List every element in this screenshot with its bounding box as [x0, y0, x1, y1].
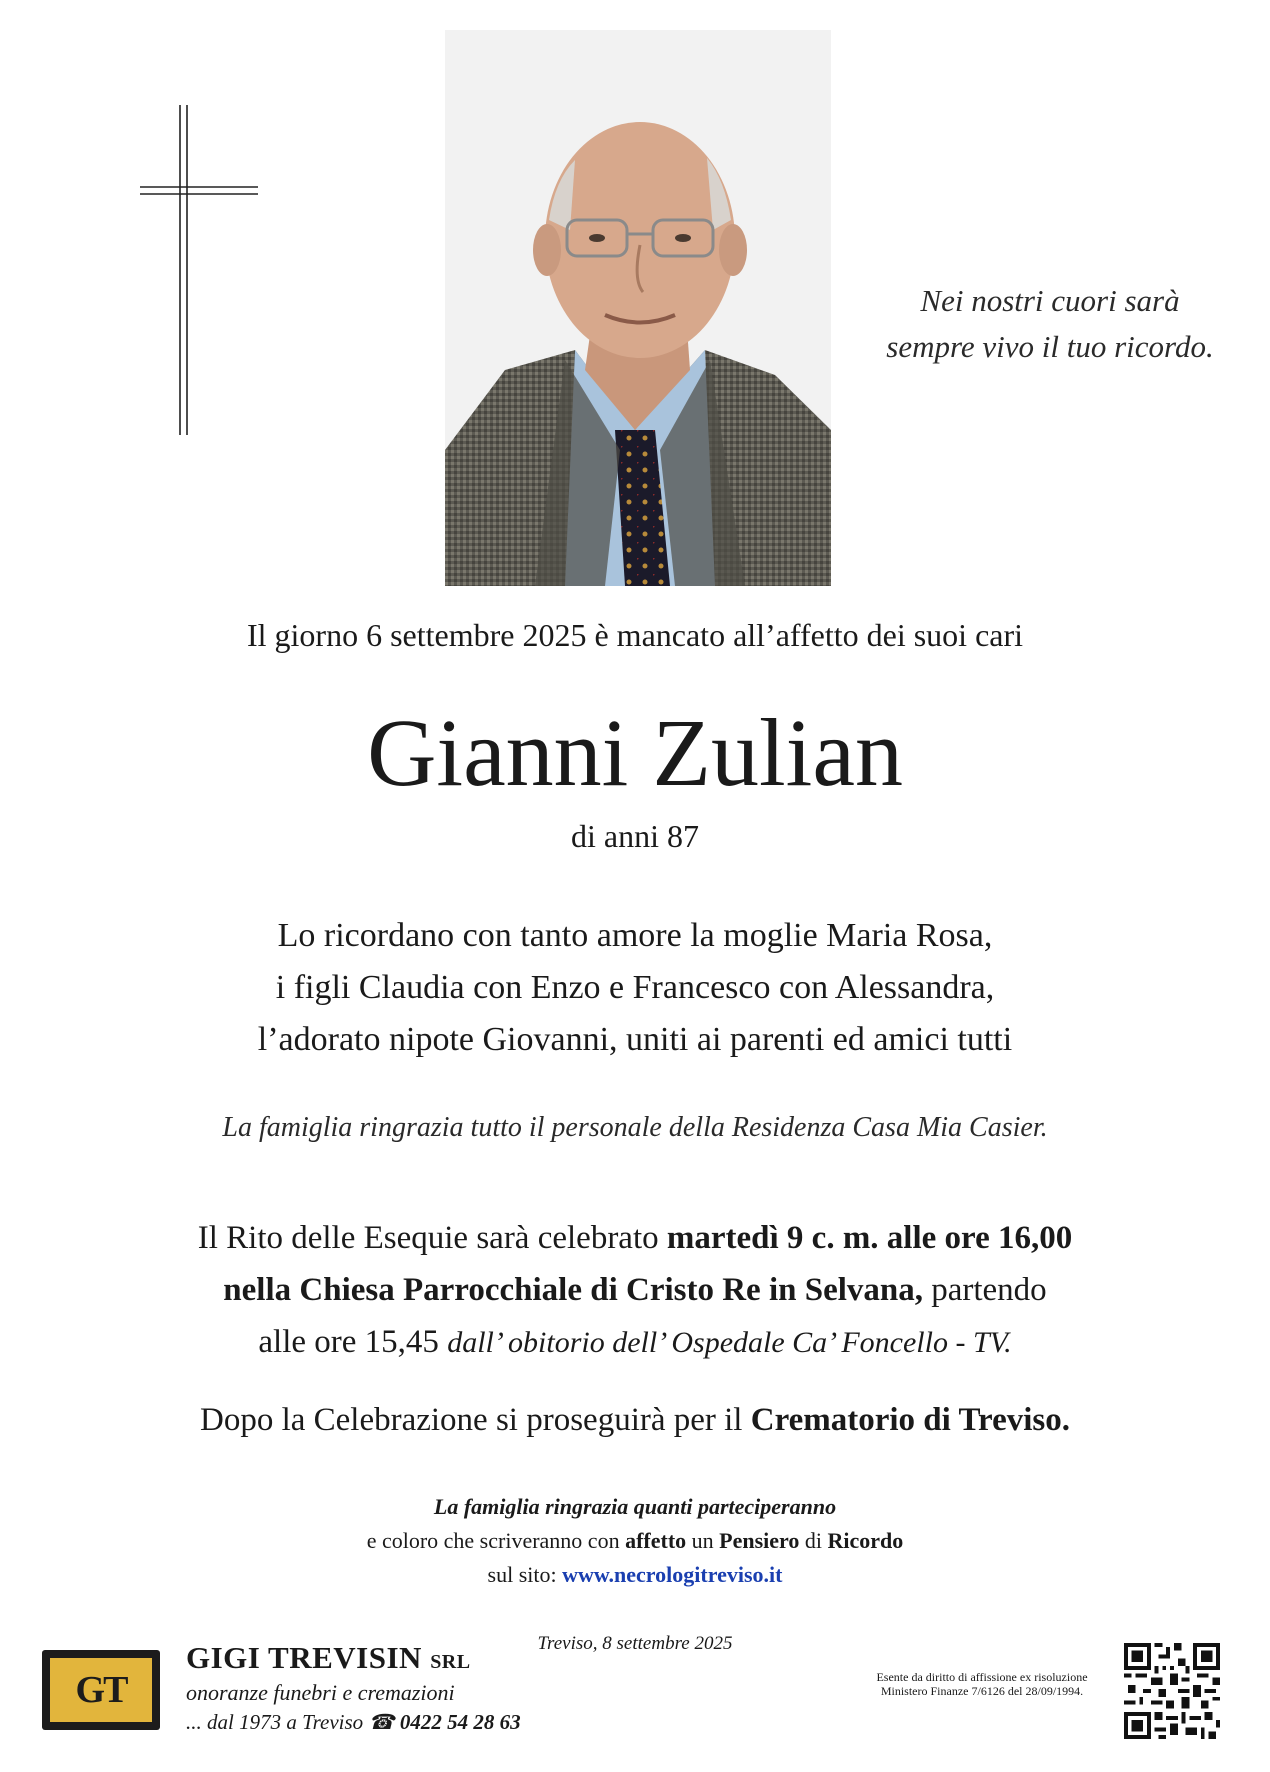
memorial-quote	[870, 278, 1230, 370]
family-line-3: l’adorato nipote Giovanni, uniti ai parenti ed amici tutti	[257, 1021, 1013, 1058]
portrait-photo	[445, 30, 831, 586]
site-link[interactable]: www.necrologitreviso.it	[562, 1562, 783, 1587]
logo-text: GT	[75, 1669, 127, 1711]
quote-line-2: sempre vivo il tuo ricordo.	[886, 329, 1214, 364]
family-mourners	[0, 910, 1270, 1066]
thanks-block	[0, 1490, 1270, 1592]
company-subtitle: onoranze funebri e cremazioni	[186, 1680, 455, 1705]
company-since	[186, 1710, 546, 1735]
rito-text-1: Il Rito delle Esequie sarà celebrato	[197, 1220, 667, 1256]
intro-text: Il giorno 6 settembre 2025 è mancato all’affetto dei suoi cari	[246, 617, 1024, 653]
cross-icon	[140, 105, 270, 435]
company-since-text: ... dal 1973 a Treviso	[186, 1710, 364, 1734]
logo-plate	[50, 1658, 152, 1722]
dopo-text: Dopo la Celebrazione si proseguirà per il	[199, 1402, 751, 1438]
rito-departure: dall’ obitorio dell’ Ospedale Ca’ Foncello - TV.	[447, 1326, 1012, 1359]
esente-line-2: Ministero Finanze 7/6126 del 28/09/1994.	[880, 1684, 1084, 1698]
thanks-text-d: Pensiero	[719, 1528, 800, 1553]
rito-line-2	[0, 1264, 1270, 1316]
dopo-crematorio: Crematorio di Treviso.	[750, 1402, 1071, 1438]
family-line-1: Lo ricordano con tanto amore la moglie Maria Rosa,	[277, 917, 993, 954]
funeral-details	[0, 1212, 1270, 1369]
family-line-2: i figli Claudia con Enzo e Francesco con Alessandra,	[275, 969, 995, 1006]
after-ceremony	[0, 1402, 1270, 1439]
company-phone: 0422 54 28 63	[399, 1710, 521, 1734]
phone-icon: ☎	[368, 1710, 395, 1734]
notice-date: Treviso, 8 settembre 2025	[537, 1633, 733, 1654]
thanks-residenza: La famiglia ringrazia tutto il personale della Residenza Casa Mia Casier.	[222, 1112, 1048, 1143]
thanks-line-2	[0, 1524, 1270, 1558]
rito-text-3: alle ore 15,45	[258, 1324, 448, 1360]
thanks-line-1: La famiglia ringrazia quanti parteciperanno	[433, 1494, 837, 1519]
thanks-text-f: Ricordo	[827, 1528, 904, 1553]
company-name	[186, 1640, 546, 1676]
thanks-line-3	[0, 1558, 1270, 1592]
company-info	[186, 1640, 546, 1735]
quote-line-1: Nei nostri cuori sarà	[920, 283, 1180, 318]
thanks-text-e: di	[799, 1528, 828, 1553]
company-logo	[42, 1650, 160, 1730]
company-name-text: GIGI TREVISIN	[186, 1640, 422, 1675]
qr-code[interactable]	[1124, 1643, 1220, 1739]
site-label: sul sito:	[487, 1562, 563, 1587]
deceased-name: Gianni Zulian	[367, 699, 903, 806]
thanks-text-a: e coloro che scriveranno con	[366, 1528, 626, 1553]
thanks-text-c: un	[686, 1528, 720, 1553]
rito-line-3	[0, 1316, 1270, 1369]
deceased-age: di anni 87	[571, 818, 699, 854]
company-suffix: SRL	[430, 1651, 471, 1673]
rito-datetime: martedì 9 c. m. alle ore 16,00	[666, 1220, 1073, 1256]
tax-exemption-note	[862, 1670, 1102, 1698]
rito-line-1	[0, 1212, 1270, 1264]
esente-line-1: Esente da diritto di affissione ex risoluzione	[876, 1670, 1088, 1684]
rito-church: nella Chiesa Parrocchiale di Cristo Re in Selvana,	[223, 1272, 923, 1308]
thanks-text-b: affetto	[625, 1528, 687, 1553]
rito-text-2: partendo	[922, 1272, 1047, 1308]
